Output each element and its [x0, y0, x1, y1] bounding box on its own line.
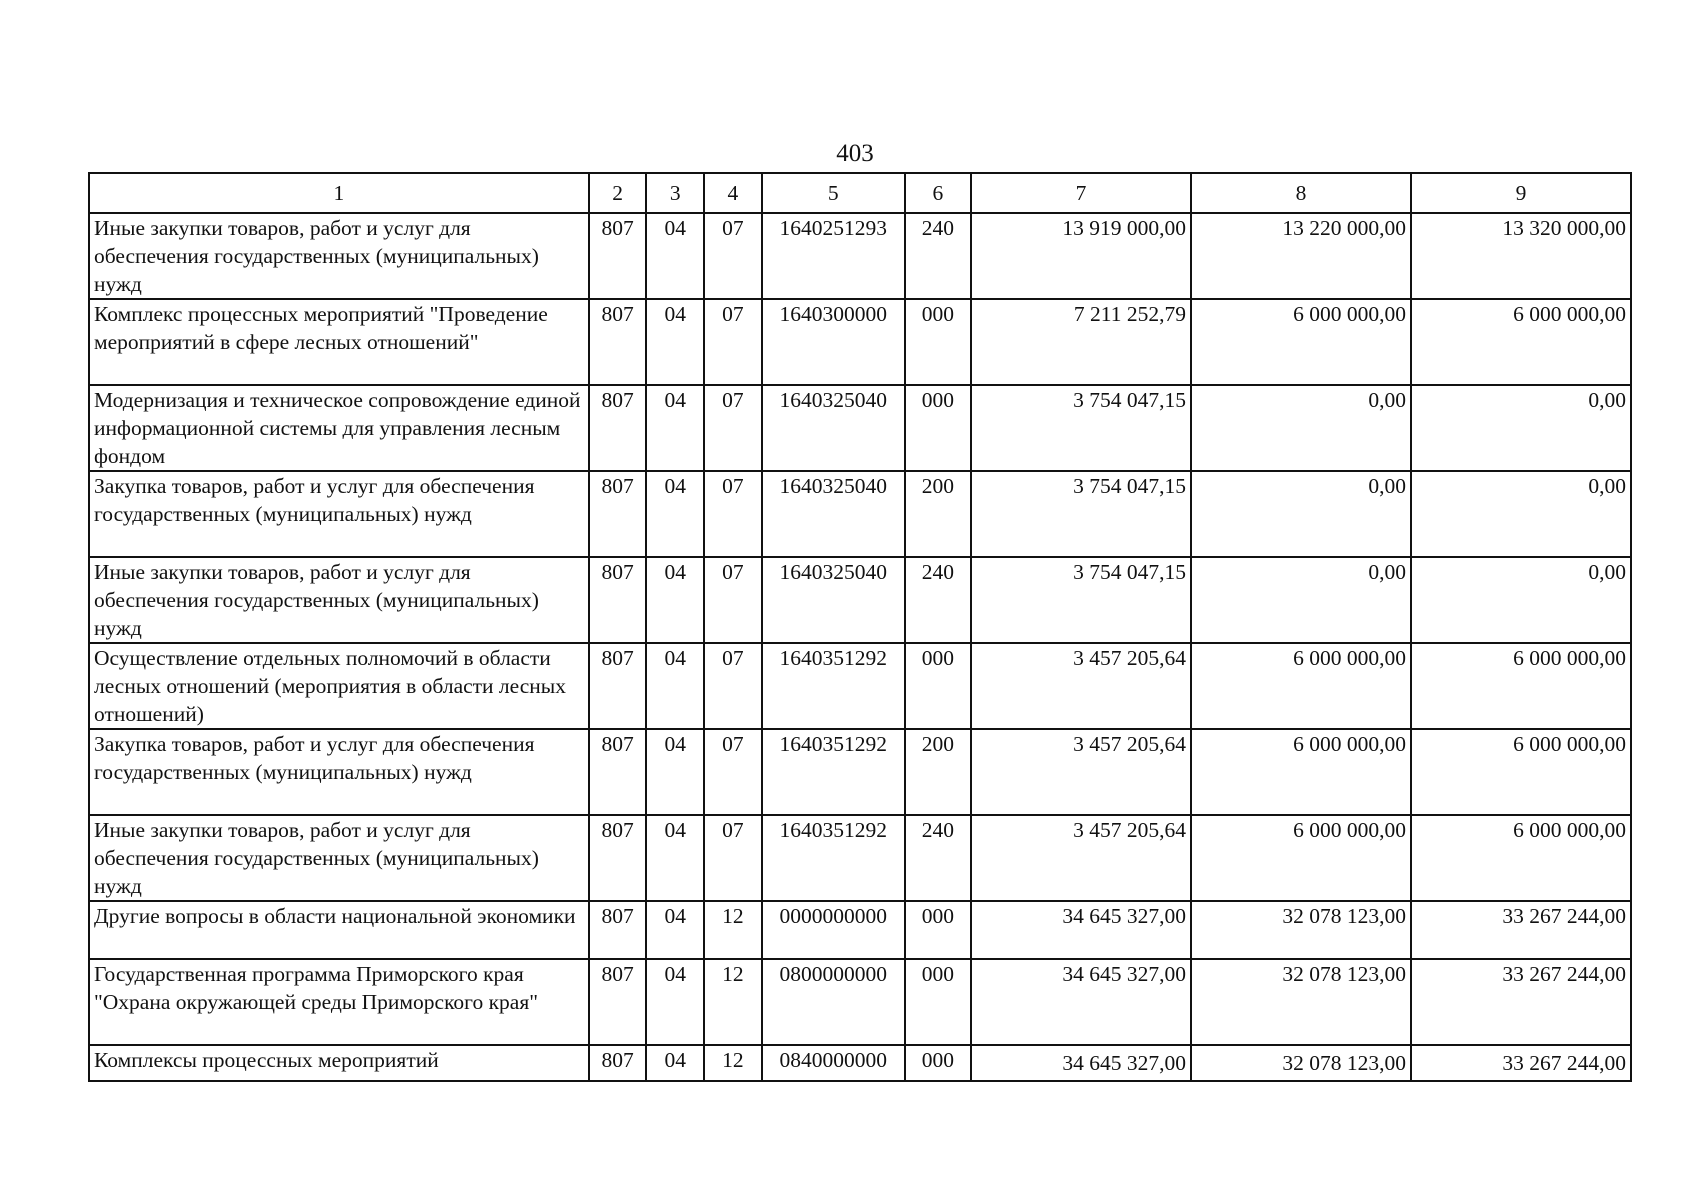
- section-code: 04: [646, 213, 704, 299]
- ministry-code: 807: [589, 1045, 647, 1081]
- ministry-code: 807: [589, 901, 647, 959]
- subsection-code: 07: [704, 729, 762, 815]
- column-header: 8: [1191, 173, 1411, 213]
- table-row: [89, 1045, 1631, 1081]
- expense-type-code: 240: [905, 213, 971, 299]
- amount-col-7: 34 645 327,00: [971, 901, 1191, 959]
- target-article-code: 0800000000: [762, 959, 905, 1045]
- amount-col-7: 3 457 205,64: [971, 815, 1191, 901]
- subsection-code: 12: [704, 1045, 762, 1081]
- table-row: [89, 959, 1631, 1045]
- section-code: 04: [646, 729, 704, 815]
- expense-type-code: 000: [905, 1045, 971, 1081]
- expense-type-code: 000: [905, 643, 971, 729]
- column-header: 7: [971, 173, 1191, 213]
- section-code: 04: [646, 815, 704, 901]
- amount-col-8: 6 000 000,00: [1191, 729, 1411, 815]
- amount-col-8: 32 078 123,00: [1191, 959, 1411, 1045]
- item-name: Комплекс процессных мероприятий "Проведение мероприятий в сфере лесных отношений": [89, 299, 589, 385]
- expense-type-code: 000: [905, 901, 971, 959]
- item-name: Осуществление отдельных полномочий в области лесных отношений (мероприятия в области лесных отношений): [89, 643, 589, 729]
- ministry-code: 807: [589, 385, 647, 471]
- amount-col-9: 13 320 000,00: [1411, 213, 1631, 299]
- subsection-code: 12: [704, 901, 762, 959]
- amount-col-8: 0,00: [1191, 471, 1411, 557]
- target-article-code: 1640351292: [762, 643, 905, 729]
- target-article-code: 1640251293: [762, 213, 905, 299]
- amount-col-9: 0,00: [1411, 557, 1631, 643]
- ministry-code: 807: [589, 959, 647, 1045]
- page-number: 403: [836, 140, 874, 167]
- target-article-code: 0000000000: [762, 901, 905, 959]
- table-row: [89, 213, 1631, 299]
- section-code: 04: [646, 299, 704, 385]
- expense-type-code: 200: [905, 729, 971, 815]
- subsection-code: 12: [704, 959, 762, 1045]
- column-header: 5: [762, 173, 905, 213]
- column-header: 1: [89, 173, 589, 213]
- item-name: Иные закупки товаров, работ и услуг для обеспечения государственных (муниципальных) нужд: [89, 213, 589, 299]
- target-article-code: 1640325040: [762, 385, 905, 471]
- amount-col-9: 6 000 000,00: [1411, 643, 1631, 729]
- item-name: Иные закупки товаров, работ и услуг для обеспечения государственных (муниципальных) нужд: [89, 557, 589, 643]
- item-name: Комплексы процессных мероприятий: [89, 1045, 589, 1081]
- item-name: Модернизация и техническое сопровождение единой информационной системы для управления лесным фондом: [89, 385, 589, 471]
- table-row: [89, 299, 1631, 385]
- ministry-code: 807: [589, 815, 647, 901]
- ministry-code: 807: [589, 299, 647, 385]
- amount-col-9: 33 267 244,00: [1411, 959, 1631, 1045]
- amount-col-8: 32 078 123,00: [1191, 1045, 1411, 1081]
- column-header: 2: [589, 173, 647, 213]
- target-article-code: 1640325040: [762, 557, 905, 643]
- subsection-code: 07: [704, 643, 762, 729]
- item-name: Иные закупки товаров, работ и услуг для обеспечения государственных (муниципальных) нужд: [89, 815, 589, 901]
- amount-col-7: 3 754 047,15: [971, 557, 1191, 643]
- amount-col-8: 6 000 000,00: [1191, 299, 1411, 385]
- column-header: 9: [1411, 173, 1631, 213]
- target-article-code: 1640300000: [762, 299, 905, 385]
- subsection-code: 07: [704, 385, 762, 471]
- table-row: [89, 471, 1631, 557]
- expense-type-code: 200: [905, 471, 971, 557]
- budget-table: [88, 172, 1632, 1082]
- amount-col-8: 0,00: [1191, 385, 1411, 471]
- target-article-code: 0840000000: [762, 1045, 905, 1081]
- ministry-code: 807: [589, 729, 647, 815]
- amount-col-9: 0,00: [1411, 471, 1631, 557]
- expense-type-code: 000: [905, 959, 971, 1045]
- amount-col-7: 13 919 000,00: [971, 213, 1191, 299]
- section-code: 04: [646, 1045, 704, 1081]
- expense-type-code: 240: [905, 557, 971, 643]
- subsection-code: 07: [704, 213, 762, 299]
- amount-col-9: 6 000 000,00: [1411, 815, 1631, 901]
- amount-col-7: 34 645 327,00: [971, 1045, 1191, 1081]
- amount-col-8: 0,00: [1191, 557, 1411, 643]
- subsection-code: 07: [704, 815, 762, 901]
- column-header: 3: [646, 173, 704, 213]
- amount-col-9: 6 000 000,00: [1411, 729, 1631, 815]
- target-article-code: 1640351292: [762, 815, 905, 901]
- expense-type-code: 000: [905, 299, 971, 385]
- amount-col-8: 13 220 000,00: [1191, 213, 1411, 299]
- item-name: Закупка товаров, работ и услуг для обеспечения государственных (муниципальных) нужд: [89, 471, 589, 557]
- amount-col-7: 34 645 327,00: [971, 959, 1191, 1045]
- section-code: 04: [646, 643, 704, 729]
- amount-col-9: 33 267 244,00: [1411, 901, 1631, 959]
- table-row: [89, 815, 1631, 901]
- amount-col-7: 3 457 205,64: [971, 729, 1191, 815]
- column-header: 6: [905, 173, 971, 213]
- amount-col-7: 3 754 047,15: [971, 385, 1191, 471]
- header-row: [89, 173, 1631, 213]
- amount-col-9: 0,00: [1411, 385, 1631, 471]
- section-code: 04: [646, 471, 704, 557]
- amount-col-9: 6 000 000,00: [1411, 299, 1631, 385]
- expense-type-code: 240: [905, 815, 971, 901]
- section-code: 04: [646, 901, 704, 959]
- amount-col-7: 3 754 047,15: [971, 471, 1191, 557]
- subsection-code: 07: [704, 471, 762, 557]
- amount-col-7: 3 457 205,64: [971, 643, 1191, 729]
- amount-col-9: 33 267 244,00: [1411, 1045, 1631, 1081]
- table-row: [89, 643, 1631, 729]
- table-row: [89, 385, 1631, 471]
- item-name: Другие вопросы в области национальной экономики: [89, 901, 589, 959]
- ministry-code: 807: [589, 471, 647, 557]
- item-name: Государственная программа Приморского края "Охрана окружающей среды Приморского края": [89, 959, 589, 1045]
- ministry-code: 807: [589, 213, 647, 299]
- amount-col-8: 6 000 000,00: [1191, 643, 1411, 729]
- subsection-code: 07: [704, 299, 762, 385]
- amount-col-8: 32 078 123,00: [1191, 901, 1411, 959]
- table-row: [89, 729, 1631, 815]
- table-row: [89, 901, 1631, 959]
- amount-col-8: 6 000 000,00: [1191, 815, 1411, 901]
- ministry-code: 807: [589, 557, 647, 643]
- section-code: 04: [646, 385, 704, 471]
- section-code: 04: [646, 557, 704, 643]
- item-name: Закупка товаров, работ и услуг для обеспечения государственных (муниципальных) нужд: [89, 729, 589, 815]
- column-header: 4: [704, 173, 762, 213]
- target-article-code: 1640325040: [762, 471, 905, 557]
- ministry-code: 807: [589, 643, 647, 729]
- amount-col-7: 7 211 252,79: [971, 299, 1191, 385]
- table-row: [89, 557, 1631, 643]
- target-article-code: 1640351292: [762, 729, 905, 815]
- subsection-code: 07: [704, 557, 762, 643]
- expense-type-code: 000: [905, 385, 971, 471]
- section-code: 04: [646, 959, 704, 1045]
